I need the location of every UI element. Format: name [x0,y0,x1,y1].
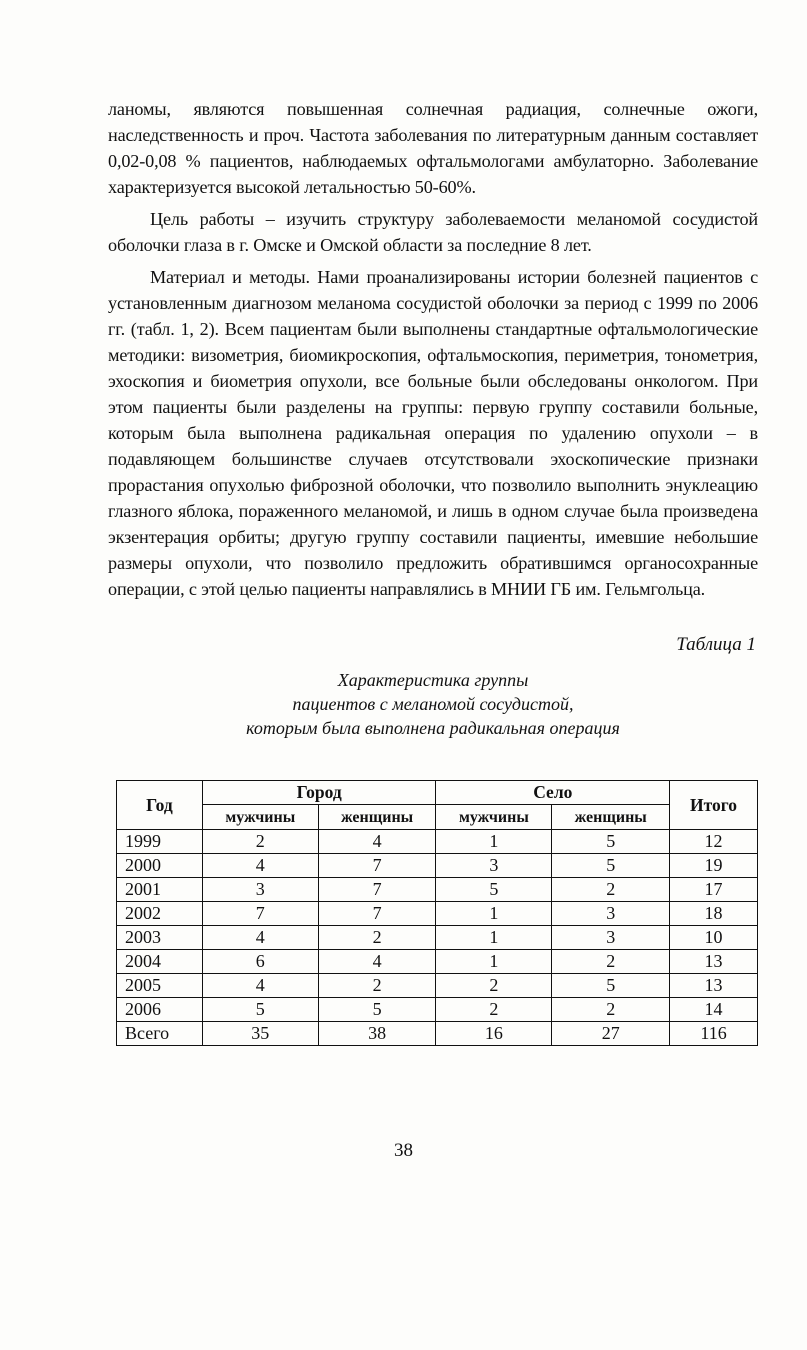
header-total: Итого [670,781,758,830]
value-cell: 1 [436,950,552,974]
page-content [108,96,758,740]
table-title-line: пациентов с меланомой сосудистой, [292,694,574,714]
value-cell: 3 [552,926,670,950]
value-cell: 3 [436,854,552,878]
header-village: Село [436,781,670,805]
value-cell: 3 [552,902,670,926]
table-title-line: которым была выполнена радикальная операция [246,718,620,738]
patients-table [116,780,758,1046]
value-cell: 2 [318,974,436,998]
page-number: 38 [394,1140,413,1161]
value-cell: 4 [202,854,318,878]
paragraph-goal: Цель работы – изучить структуру заболеваемости меланомой сосудистой оболочки глаза в г. Омске и Омской области за последние 8 лет. [108,209,758,255]
value-cell: 5 [202,998,318,1022]
value-cell: 38 [318,1022,436,1046]
paragraph-intro: ланомы, являются повышенная солнечная радиация, солнечные ожоги, наследственность и проч. Частота заболевания по литературным данным составляет 0,02-0,08 % пациентов, наблюдаемых офтальмологами амбулаторно. Заболевание характеризуется высокой летальностью 50-60%. [108,99,758,197]
value-cell: 4 [202,926,318,950]
table-title-line: Характеристика группы [337,670,529,690]
value-cell: 2 [318,926,436,950]
header-year: Год [117,781,203,830]
header-city-women: женщины [318,805,436,830]
value-cell: 27 [552,1022,670,1046]
value-cell: 4 [318,950,436,974]
table-row [117,902,758,926]
value-cell: 2 [436,998,552,1022]
value-cell: 18 [670,902,758,926]
value-cell: 5 [552,830,670,854]
table-row [117,878,758,902]
header-village-men: мужчины [436,805,552,830]
value-cell: 10 [670,926,758,950]
value-cell: 4 [318,830,436,854]
table-title [108,668,758,740]
paragraph-methods: Материал и методы. Нами проанализированы истории болезней пациентов с установленным диагнозом меланома сосудистой оболочки за период с 1999 по 2006 гг. (табл. 1, 2). Всем пациентам были выполнены стандартные офтальмологические методики: визометрия, биомикроскопия, офтальмоскопия, периметрия, тонометрия, эхоскопия и биометрия опухоли, все больные были обследованы онкологом. При этом пациенты были разделены на группы: первую группу составили больные, которым была выполнена радикальная операция по удалению опухоли – в подавляющем большинстве случаев отсутствовали эхоскопические признаки прорастания опухолью фиброзной оболочки, что позволило выполнить энуклеацию глазного яблока, пораженного меланомой, и лишь в одном случае была произведена экзентерация орбиты; другую группу составили пациенты, имевшие небольшие размеры опухоли, что позволило предложить обратившимся органосохранные операции, с этой целью пациенты направлялись в МНИИ ГБ им. Гельмгольца. [108,267,758,599]
value-cell: 13 [670,950,758,974]
value-cell: 7 [318,854,436,878]
row-label-cell: 2005 [117,974,203,998]
table-label: Таблица 1 [676,634,756,655]
value-cell: 4 [202,974,318,998]
row-label-cell: Всего [117,1022,203,1046]
row-label-cell: 2002 [117,902,203,926]
value-cell: 35 [202,1022,318,1046]
value-cell: 2 [436,974,552,998]
value-cell: 17 [670,878,758,902]
value-cell: 2 [552,950,670,974]
row-label-cell: 1999 [117,830,203,854]
value-cell: 14 [670,998,758,1022]
value-cell: 5 [436,878,552,902]
value-cell: 7 [318,878,436,902]
row-label-cell: 2003 [117,926,203,950]
value-cell: 2 [202,830,318,854]
value-cell: 5 [318,998,436,1022]
row-label-cell: 2004 [117,950,203,974]
value-cell: 6 [202,950,318,974]
table-row [117,974,758,998]
value-cell: 3 [202,878,318,902]
value-cell: 7 [202,902,318,926]
value-cell: 5 [552,854,670,878]
table-row [117,998,758,1022]
row-label-cell: 2006 [117,998,203,1022]
value-cell: 12 [670,830,758,854]
table-row [117,830,758,854]
header-village-women: женщины [552,805,670,830]
header-city: Город [202,781,436,805]
value-cell: 2 [552,878,670,902]
row-label-cell: 2000 [117,854,203,878]
value-cell: 19 [670,854,758,878]
row-label-cell: 2001 [117,878,203,902]
value-cell: 1 [436,830,552,854]
value-cell: 1 [436,926,552,950]
value-cell: 2 [552,998,670,1022]
header-city-men: мужчины [202,805,318,830]
value-cell: 5 [552,974,670,998]
table-row [117,1022,758,1046]
table-row [117,926,758,950]
table-row [117,950,758,974]
value-cell: 116 [670,1022,758,1046]
value-cell: 1 [436,902,552,926]
value-cell: 13 [670,974,758,998]
table-row [117,854,758,878]
value-cell: 16 [436,1022,552,1046]
table-body [117,830,758,1046]
value-cell: 7 [318,902,436,926]
